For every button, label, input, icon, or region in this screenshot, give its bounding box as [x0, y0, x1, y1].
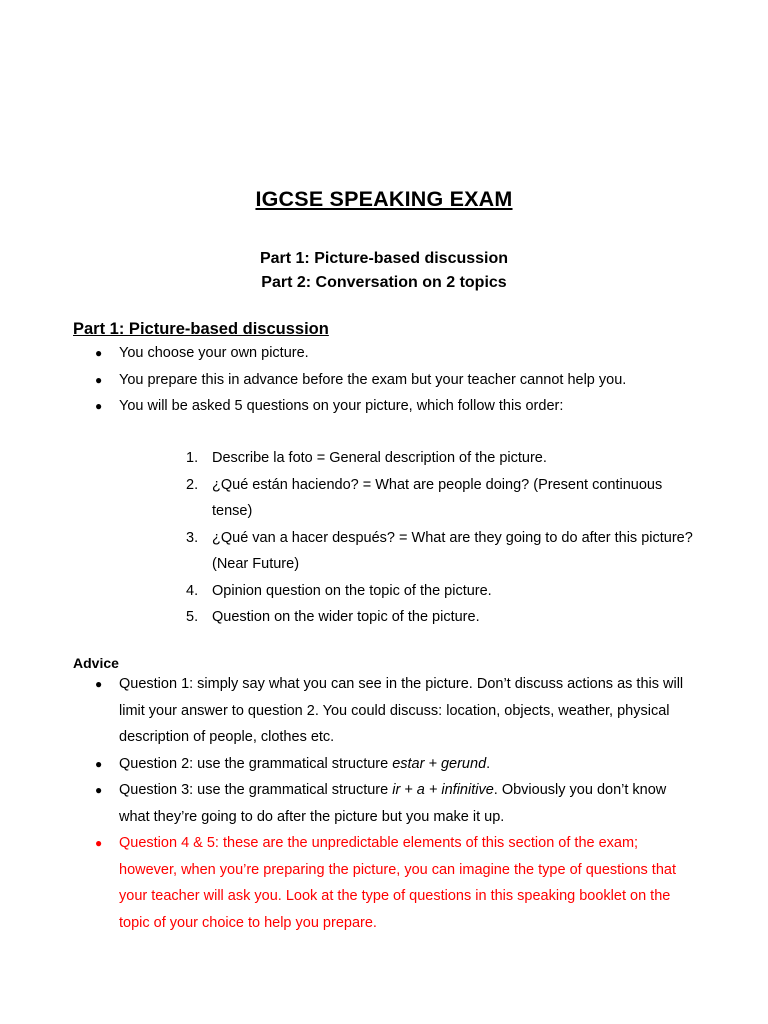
question-order-list: [186, 445, 706, 631]
list-item: [186, 604, 706, 631]
grammar-structure-ir: ir + a + infinitive: [392, 782, 494, 798]
subtitle-part-2: Part 2: Conversation on 2 topics: [261, 274, 507, 291]
list-item: [95, 671, 695, 751]
list-item: [186, 445, 706, 472]
list-number: 1.: [186, 450, 199, 466]
advice-text-q3-suffix: . Obviously you don’t know what they’re going to do after the picture but you make it up.: [119, 782, 667, 825]
list-item: [186, 472, 706, 525]
question-text: Describe la foto = General description of the picture.: [212, 450, 547, 466]
bullet-icon: ●: [95, 783, 103, 797]
advice-text-q3-prefix: Question 3: use the grammatical structure: [119, 782, 393, 798]
list-item: [95, 751, 695, 778]
advice-heading: Advice: [73, 655, 119, 671]
list-item: [95, 393, 695, 420]
page-title: IGCSE SPEAKING EXAM: [255, 187, 513, 211]
list-number: 5.: [186, 609, 199, 625]
part-1-heading: Part 1: Picture-based discussion: [73, 320, 329, 338]
advice-text-q3: [119, 782, 666, 825]
question-text: Opinion question on the topic of the picture.: [212, 582, 492, 599]
grammar-structure-estar: estar + gerund: [392, 755, 487, 772]
bullet-icon: ●: [95, 346, 103, 360]
list-number: 4.: [186, 582, 199, 599]
list-item: [186, 578, 706, 605]
list-item: [95, 777, 695, 830]
list-number: 3.: [186, 529, 199, 546]
advice-text-q1: Question 1: simply say what you can see in the picture. Don’t discuss actions as this will limit your answer to question 2. You could discuss: location, objects, weather, physical description of people, clothes etc.: [119, 676, 684, 745]
bullet-icon: ●: [95, 756, 103, 771]
bullet-text: You prepare this in advance before the exam but your teacher cannot help you.: [119, 371, 627, 388]
question-text: ¿Qué van a hacer después? = What are they going to do after this picture? (Near Future): [212, 529, 693, 572]
list-item-highlighted: [95, 830, 695, 936]
part-1-bullet-list: [95, 340, 695, 420]
list-item: [95, 367, 695, 394]
subtitle-part-1: Part 1: Picture-based discussion: [259, 250, 509, 267]
bullet-icon: ●: [95, 677, 103, 691]
bullet-text: You choose your own picture.: [119, 345, 309, 361]
bullet-icon: ●: [95, 372, 103, 387]
bullet-icon: ●: [95, 399, 103, 413]
bullet-icon: ●: [95, 836, 103, 850]
question-text: ¿Qué están haciendo? = What are people doing? (Present continuous tense): [212, 476, 663, 519]
advice-bullet-list: [95, 671, 695, 936]
advice-text-q4-q5: Question 4 & 5: these are the unpredictable elements of this section of the exam; however, when you’re preparing the picture, you can imagine the type of questions that your teacher will ask you. Look at the type of questions in this speaking booklet on the topic of your choice to help you prepare.: [119, 835, 676, 931]
list-item: [186, 525, 706, 578]
bullet-text: You will be asked 5 questions on your picture, which follow this order:: [119, 398, 564, 414]
question-text: Question on the wider topic of the picture.: [212, 609, 480, 625]
advice-text-q2-suffix: .: [486, 755, 491, 772]
list-number: 2.: [186, 476, 199, 493]
advice-text-q2: [119, 756, 490, 772]
list-item: [95, 340, 695, 367]
advice-text-q2-prefix: Question 2: use the grammatical structure: [119, 755, 393, 772]
